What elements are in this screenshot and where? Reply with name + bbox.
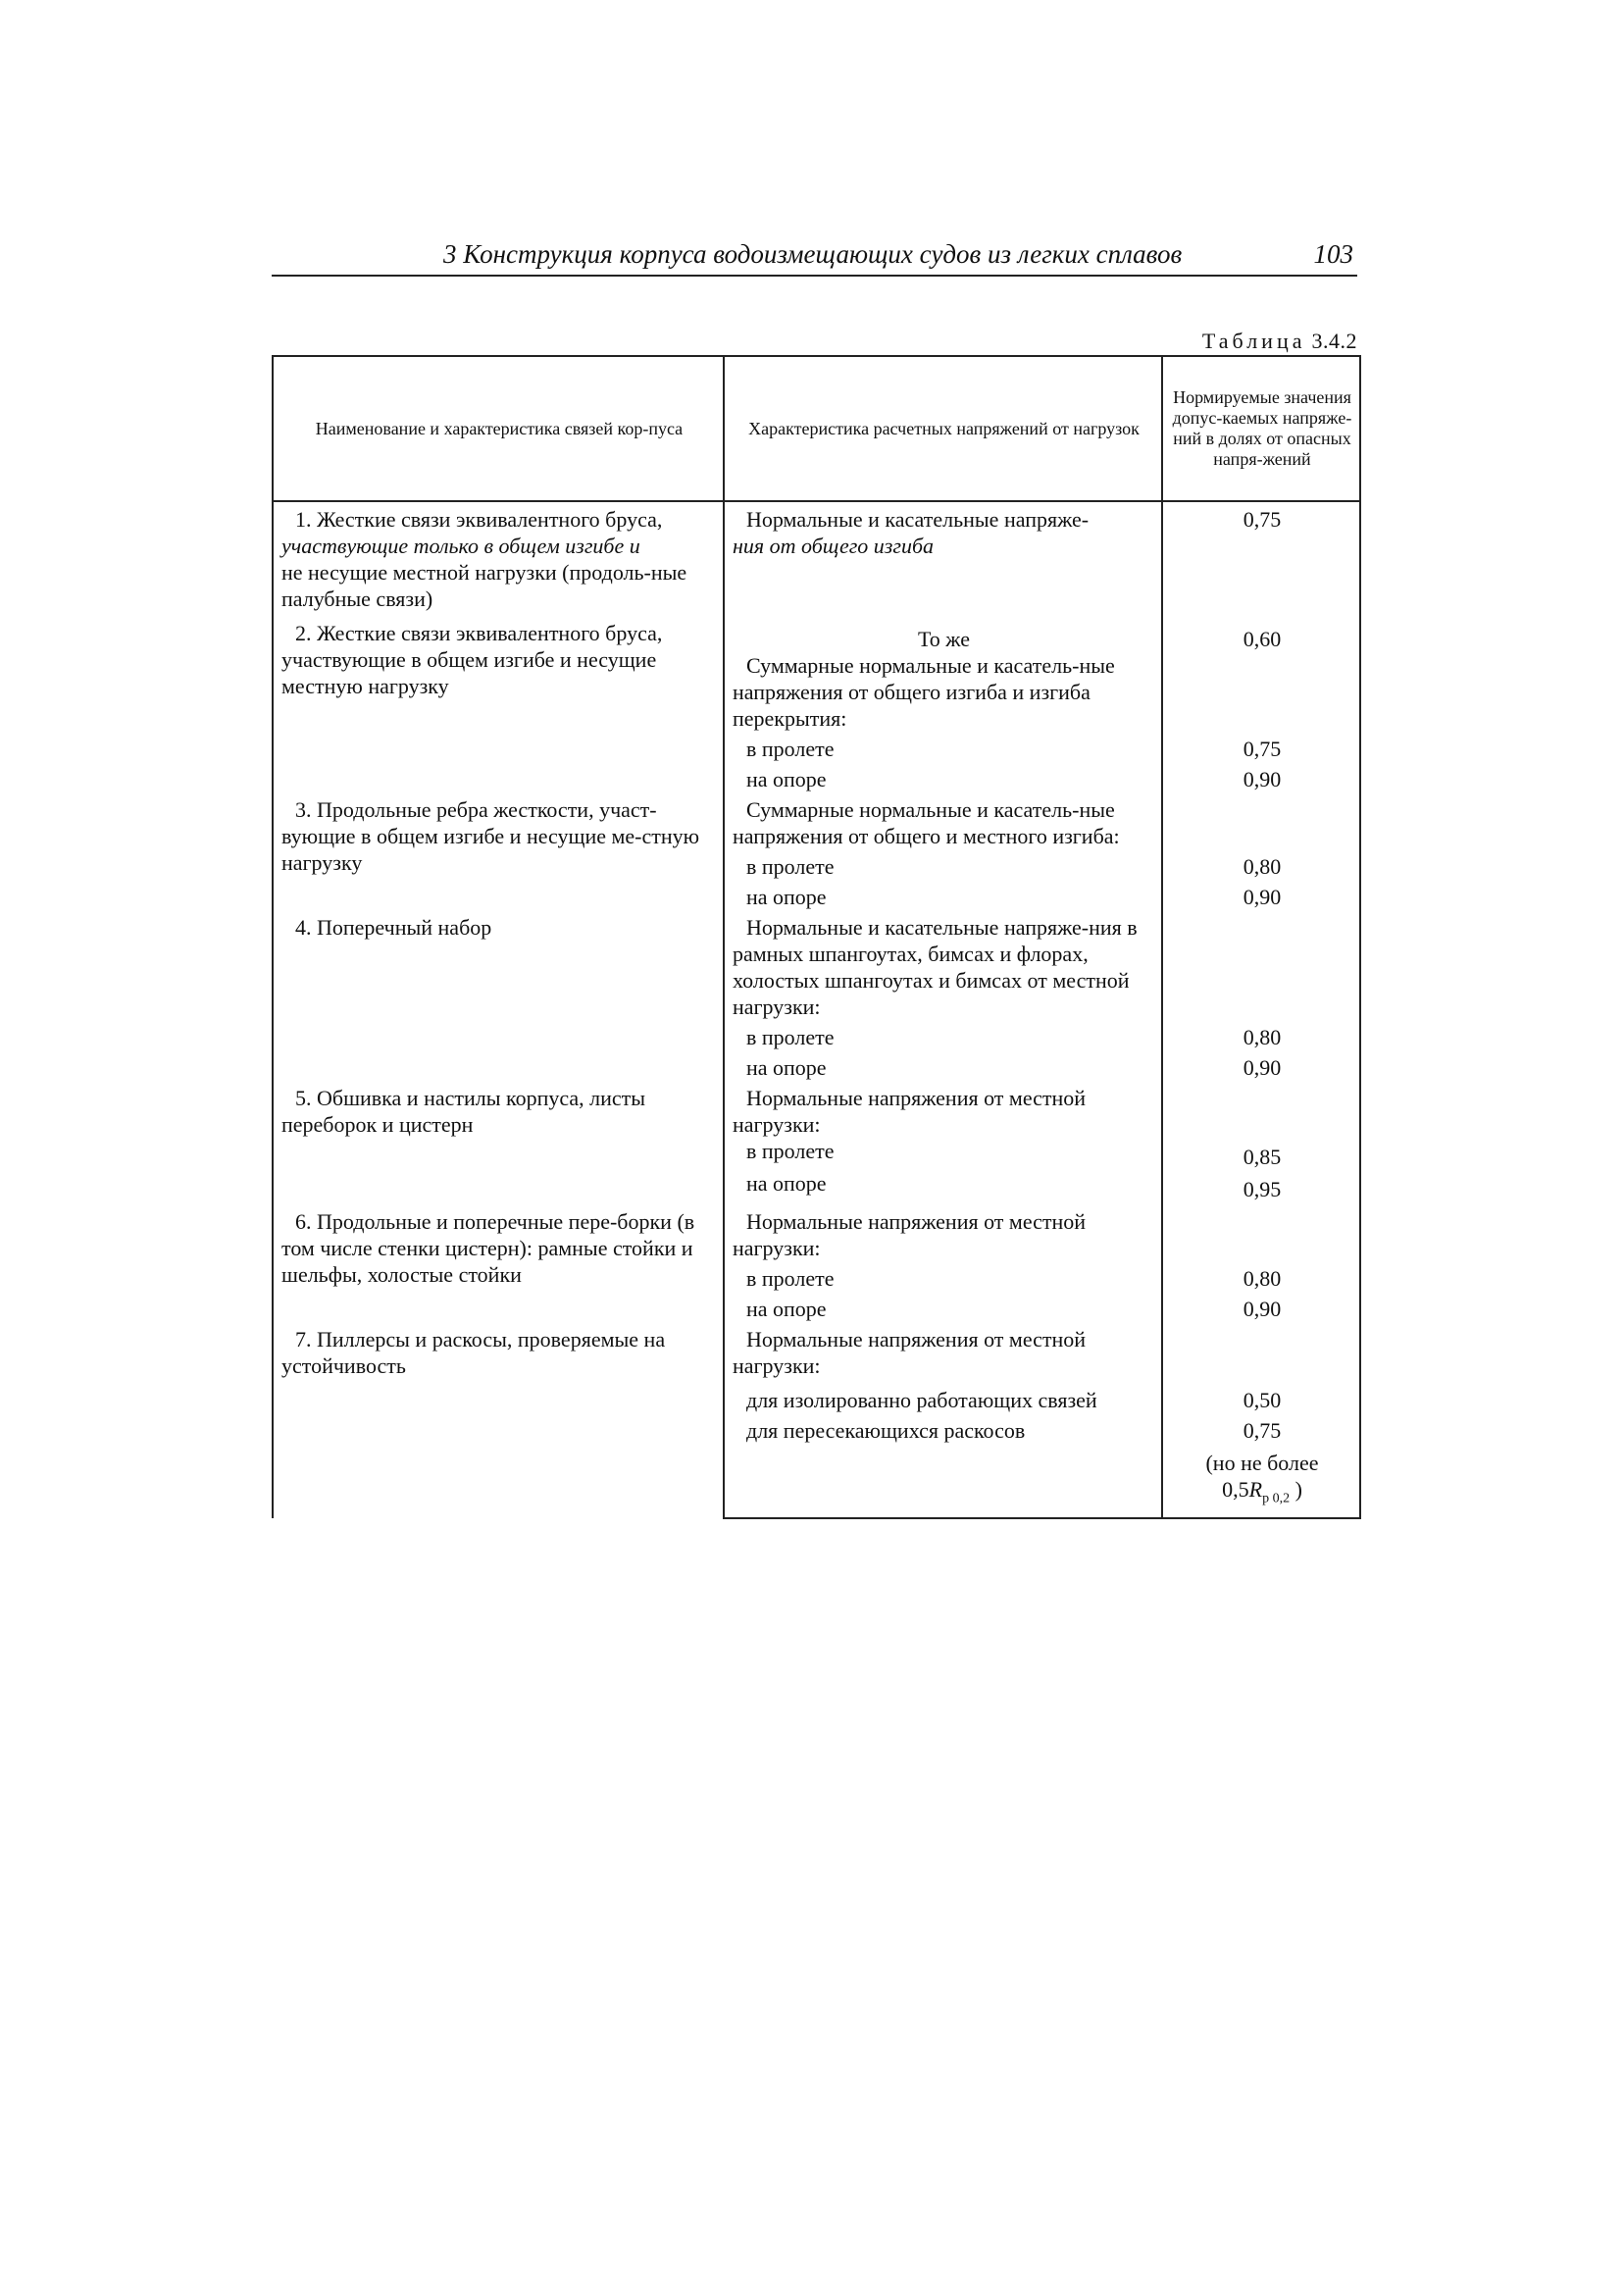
row-1-value: 0,75 <box>1162 501 1360 620</box>
table-caption <box>1202 329 1357 354</box>
row-5-span: в пролете <box>724 1138 1162 1170</box>
row-6-support: на опоре <box>724 1292 1162 1322</box>
row-4-stress: Нормальные и касательные напряже-ния в рамных шпангоутах, бимсах и флорах, холостых шпангоутах и бимсах от местной нагрузки: <box>724 910 1162 1020</box>
row-7-note <box>1162 1444 1360 1518</box>
table-row <box>273 501 1360 620</box>
table-caption-word: Таблица <box>1201 329 1306 353</box>
row-2-name: 2. Жесткие связи эквивалентного бруса, участвующие в общем изгибе и несущие местную нагрузку <box>273 620 724 792</box>
column-header-links: Наименование и характеристика связей кор-пуса <box>273 356 724 501</box>
row-7-isolated-value: 0,50 <box>1162 1379 1360 1413</box>
table-cell <box>1162 1322 1360 1379</box>
row-6-support-value: 0,90 <box>1162 1292 1360 1322</box>
row-1-name-a: 1. Жесткие связи эквивалентного бруса, <box>295 507 663 532</box>
column-header-allowable: Нормируемые значения допус-каемых напряже-ний в долях от опасных напря-жений <box>1162 356 1360 501</box>
row-3-stress: Суммарные нормальные и касатель-ные напряжения от общего и местного изгиба: <box>724 792 1162 849</box>
row-2-support-value: 0,90 <box>1162 762 1360 792</box>
row-7-note-b <box>1171 1476 1353 1511</box>
row-4-span-value: 0,80 <box>1162 1020 1360 1050</box>
row-1-name-b: участвующие только в общем изгибе и <box>281 534 640 558</box>
running-header-title: 3 Конструкция корпуса водоизмещающих судов из легких сплавов <box>443 239 1183 269</box>
row-6-stress: Нормальные напряжения от местной нагрузки: <box>724 1204 1162 1261</box>
page-number: 103 <box>1313 239 1353 269</box>
stress-table <box>272 355 1361 1519</box>
row-6-span-value: 0,80 <box>1162 1261 1360 1292</box>
row-7-note-close: ) <box>1294 1477 1302 1502</box>
row-2-stress: Суммарные нормальные и касатель-ные напряжения от общего изгиба и изгиба перекрытия: <box>724 652 1162 732</box>
row-4-name: 4. Поперечный набор <box>273 910 724 1081</box>
table-cell <box>1162 910 1360 1020</box>
row-2-span: в пролете <box>724 732 1162 762</box>
table-row <box>273 792 1360 849</box>
row-3-name: 3. Продольные ребра жесткости, участ-вующие в общем изгибе и несущие ме-стную нагрузку <box>273 792 724 910</box>
row-2-same: То же <box>724 620 1162 652</box>
row-3-span: в пролете <box>724 849 1162 880</box>
row-7-note-sub: p 0,2 <box>1262 1491 1291 1506</box>
row-2-span-value: 0,75 <box>1162 732 1360 762</box>
row-4-support: на опоре <box>724 1050 1162 1081</box>
table-cell <box>1162 1204 1360 1261</box>
row-7-note-a: (но не более <box>1205 1451 1319 1475</box>
row-5-span-value: 0,85 <box>1162 1138 1360 1170</box>
table-row <box>273 910 1360 1020</box>
row-7-isolated: для изолированно работающих связей <box>724 1379 1162 1413</box>
table-cell <box>1162 1081 1360 1138</box>
table-cell <box>724 501 1162 620</box>
row-5-name: 5. Обшивка и настилы корпуса, листы переборок и цистерн <box>273 1081 724 1204</box>
row-5-support-value: 0,95 <box>1162 1170 1360 1204</box>
table-cell <box>1162 792 1360 849</box>
running-header <box>272 239 1357 277</box>
row-4-span: в пролете <box>724 1020 1162 1050</box>
row-7-note-coef: 0,5 <box>1222 1477 1249 1502</box>
row-4-support-value: 0,90 <box>1162 1050 1360 1081</box>
table-caption-number: 3.4.2 <box>1311 329 1357 353</box>
column-header-stresses: Характеристика расчетных напряжений от нагрузок <box>724 356 1162 501</box>
row-1-stress-b: ния от общего изгиба <box>733 534 935 558</box>
row-6-span: в пролете <box>724 1261 1162 1292</box>
row-7-crossing: для пересекающихся раскосов <box>724 1413 1162 1444</box>
table-row <box>273 1322 1360 1379</box>
table-cell <box>1162 652 1360 732</box>
row-3-support-value: 0,90 <box>1162 880 1360 910</box>
table-row <box>273 620 1360 652</box>
table-row <box>273 1204 1360 1261</box>
row-7-note-r: R <box>1248 1477 1263 1502</box>
row-2-support: на опоре <box>724 762 1162 792</box>
table-header-row <box>273 356 1360 501</box>
row-2-same-value: 0,60 <box>1162 620 1360 652</box>
row-7-crossing-value: 0,75 <box>1162 1413 1360 1444</box>
table-cell <box>273 501 724 620</box>
row-3-support: на опоре <box>724 880 1162 910</box>
row-1-name-c: не несущие местной нагрузки (продоль-ные палубные связи) <box>281 560 687 611</box>
table-row <box>273 1081 1360 1138</box>
row-7-name: 7. Пиллерсы и раскосы, проверяемые на устойчивость <box>273 1322 724 1518</box>
row-5-stress: Нормальные напряжения от местной нагрузки: <box>724 1081 1162 1138</box>
row-7-stress: Нормальные напряжения от местной нагрузки: <box>724 1322 1162 1379</box>
row-1-stress-a: Нормальные и касательные напряже- <box>746 507 1090 532</box>
row-6-name: 6. Продольные и поперечные пере-борки (в том числе стенки цистерн): рамные стойки и шельфы, холостые стойки <box>273 1204 724 1322</box>
row-3-span-value: 0,80 <box>1162 849 1360 880</box>
table-cell <box>724 1444 1162 1518</box>
row-5-support: на опоре <box>724 1170 1162 1204</box>
